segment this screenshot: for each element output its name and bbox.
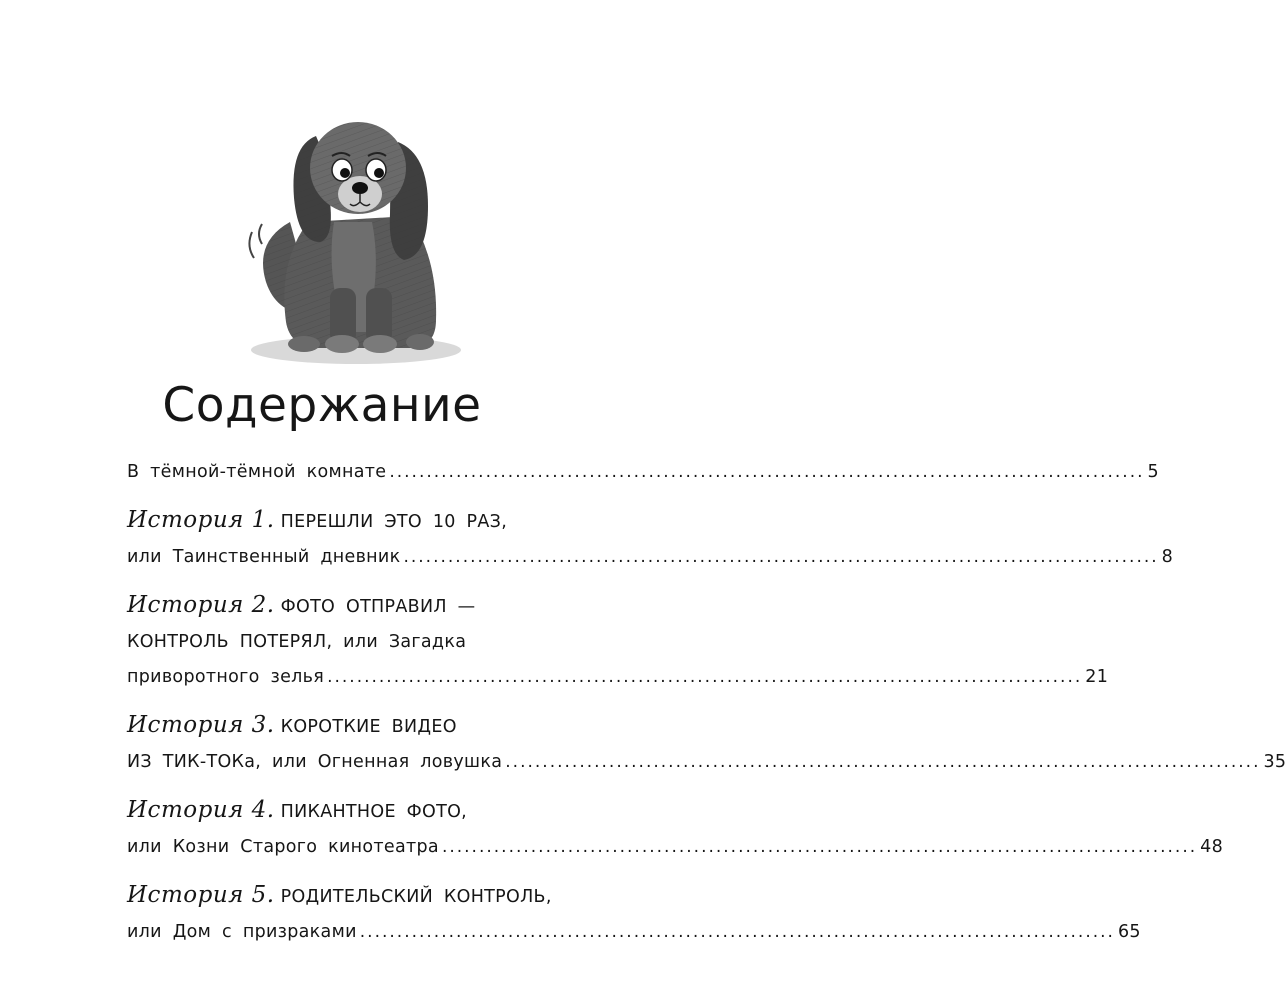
page-number: 65 [1117,922,1141,942]
table-of-contents [127,455,1286,963]
toc-line [127,540,1174,575]
entry-title: ФОТО ОТПРАВИЛ — [280,597,476,617]
toc-line [127,588,577,625]
dot-leader: ...................................................................................................... [359,922,1115,942]
toc-entry-intro[interactable] [127,455,1159,490]
toc-entry-story-1[interactable] [127,503,1174,575]
dot-leader: ...................................................................................................... [327,667,1083,687]
entry-title: ПЕРЕШЛИ ЭТО 10 РАЗ, [280,512,508,532]
toc-line [127,793,577,830]
toc-line [127,455,1159,490]
toc-line [127,830,1224,865]
entry-title: или Дом с призраками [127,922,357,942]
story-label: История 3. [127,712,275,738]
toc-entry-story-2[interactable] [127,588,1109,695]
entry-title: КОРОТКИЕ ВИДЕО [280,717,457,737]
dog-illustration [238,112,460,366]
dot-leader: ...................................................................................................... [441,837,1198,857]
story-label: История 1. [127,507,275,533]
entry-title: или Таинственный дневник [127,547,401,567]
page-number: 35 [1263,752,1286,772]
entry-title: КОНТРОЛЬ ПОТЕРЯЛ, или Загадка [127,632,467,652]
dot-leader: ...................................................................................................... [505,752,1261,772]
toc-line [127,625,577,660]
toc-line [127,915,1141,950]
entry-title: ПИКАНТНОЕ ФОТО, [280,802,468,822]
entry-title: приворотного зелья [127,667,325,687]
page-number: 48 [1200,837,1224,857]
story-label: История 2. [127,592,275,618]
toc-line [127,878,577,915]
dot-leader: ...................................................................................................... [389,462,1145,482]
toc-entry-story-4[interactable] [127,793,1224,865]
story-label: История 4. [127,797,275,823]
dot-leader: ...................................................................................................... [403,547,1159,567]
toc-line [127,745,1286,780]
toc-line [127,503,577,540]
page-number: 8 [1161,547,1174,567]
entry-title: В тёмной-тёмной комнате [127,462,387,482]
page-number: 5 [1147,462,1159,482]
toc-entry-story-5[interactable] [127,878,1141,950]
toc-heading: Содержание [162,378,482,433]
toc-line [127,708,577,745]
story-label: История 5. [127,882,275,908]
toc-line [127,660,1109,695]
entry-title: РОДИТЕЛЬСКИЙ КОНТРОЛЬ, [280,887,552,907]
page-number: 21 [1085,667,1109,687]
entry-title: ИЗ ТИК-ТОКа, или Огненная ловушка [127,752,503,772]
toc-entry-story-3[interactable] [127,708,1286,780]
entry-title: или Козни Старого кинотеатра [127,837,439,857]
